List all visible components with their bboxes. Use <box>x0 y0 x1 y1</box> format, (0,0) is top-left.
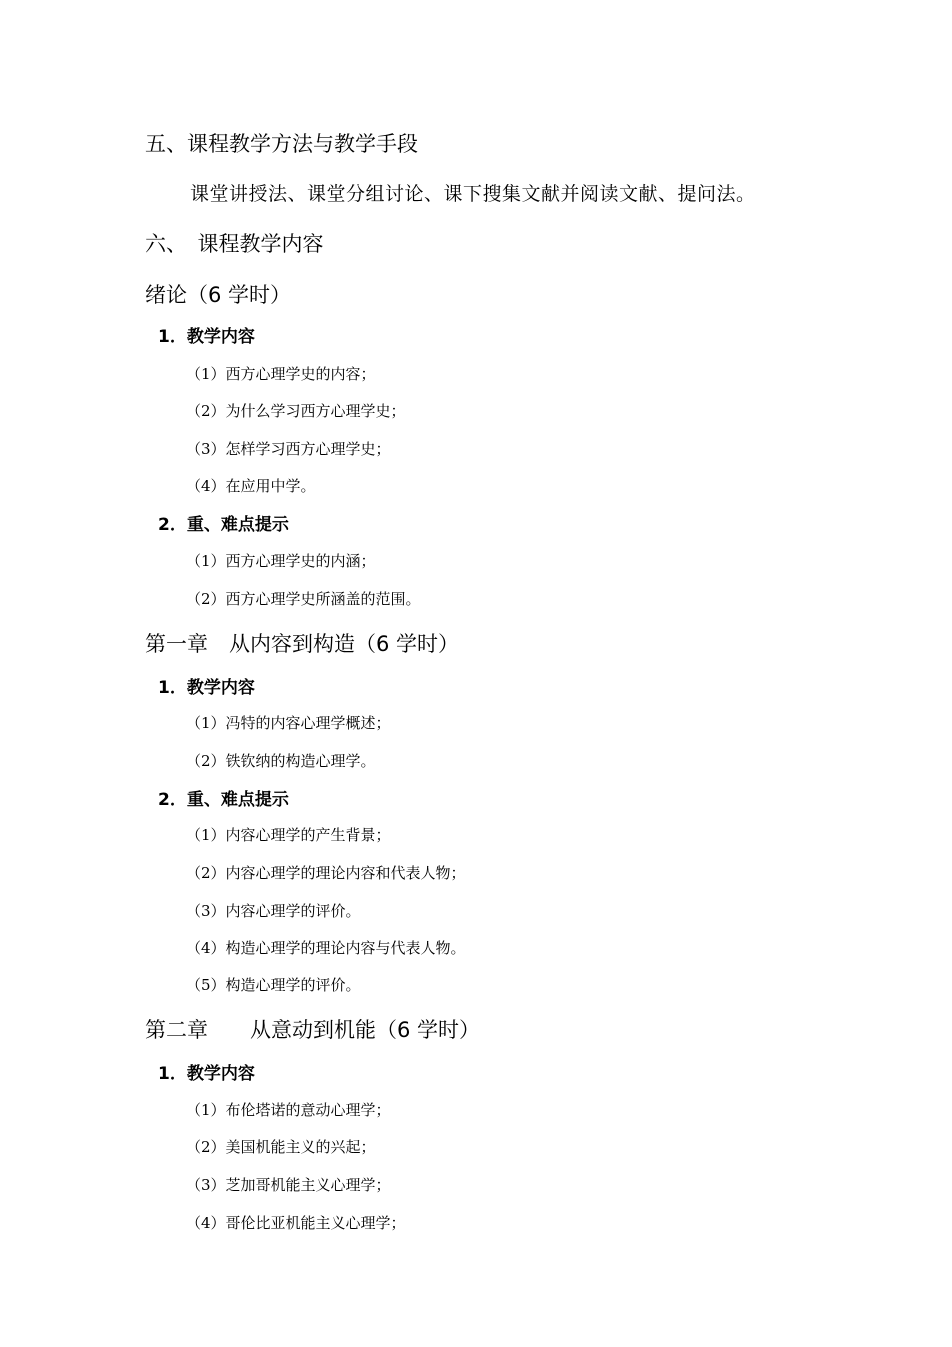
chapter1-content-heading: 1．教学内容 <box>158 678 255 698</box>
chapter1-title: 第一章 从内容到构造（6 学时） <box>145 632 460 656</box>
chapter1-content-item: （2）铁钦纳的构造心理学。 <box>186 752 376 770</box>
section6-title: 六、 课程教学内容 <box>145 232 324 256</box>
section5-title: 五、课程教学方法与教学手段 <box>145 132 418 156</box>
intro-title: 绪论（6 学时） <box>145 283 292 307</box>
chapter1-key-item: （4）构造心理学的理论内容与代表人物。 <box>186 939 466 957</box>
chapter2-content-item: （1）布伦塔诺的意动心理学； <box>186 1101 391 1119</box>
section5-text: 课堂讲授法、课堂分组讨论、课下搜集文献并阅读文献、提问法。 <box>190 183 756 205</box>
intro-content-item: （2）为什么学习西方心理学史； <box>186 402 406 420</box>
chapter2-content-item: （4）哥伦比亚机能主义心理学； <box>186 1214 406 1232</box>
chapter2-content-item: （2）美国机能主义的兴起； <box>186 1138 376 1156</box>
chapter2-content-heading: 1．教学内容 <box>158 1064 255 1084</box>
intro-key-heading: 2．重、难点提示 <box>158 515 289 535</box>
chapter1-key-item: （2）内容心理学的理论内容和代表人物； <box>186 864 466 882</box>
intro-content-item: （3）怎样学习西方心理学史； <box>186 440 391 458</box>
chapter1-key-item: （1）内容心理学的产生背景； <box>186 826 391 844</box>
intro-key-item: （2）西方心理学史所涵盖的范围。 <box>186 590 421 608</box>
chapter2-content-item: （3）芝加哥机能主义心理学； <box>186 1176 391 1194</box>
chapter1-key-item: （5）构造心理学的评价。 <box>186 976 361 994</box>
chapter1-content-item: （1）冯特的内容心理学概述； <box>186 714 391 732</box>
intro-content-heading: 1．教学内容 <box>158 327 255 347</box>
chapter1-key-item: （3）内容心理学的评价。 <box>186 902 361 920</box>
chapter2-title: 第二章 从意动到机能（6 学时） <box>145 1018 481 1042</box>
intro-content-item: （4）在应用中学。 <box>186 477 316 495</box>
intro-content-item: （1）西方心理学史的内容； <box>186 365 376 383</box>
intro-key-item: （1）西方心理学史的内涵； <box>186 552 376 570</box>
chapter1-key-heading: 2．重、难点提示 <box>158 790 289 810</box>
